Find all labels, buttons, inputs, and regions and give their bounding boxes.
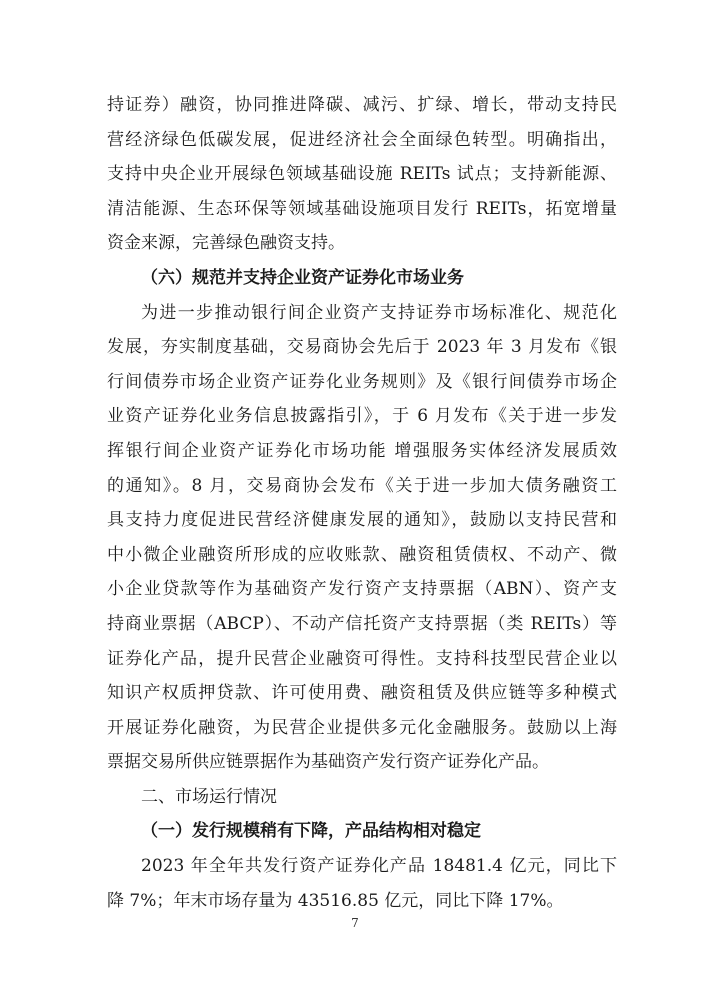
section-title-market: 二、市场运行情况 [141,786,277,807]
page-number: 7 [351,916,359,930]
text-line: 业资产证券化业务信息披露指引》，于 6 月发布《关于进一步发 [107,406,617,427]
text-line: 知识产权质押贷款、许可使用费、融资租赁及供应链等多种模式 [107,683,617,704]
subsection-heading-issuance: （一）发行规模稍有下降，产品结构相对稳定 [141,821,481,842]
text-line: 票据交易所供应链票据作为基础资产发行资产证券化产品。 [107,752,549,773]
text-line: 发展，夯实制度基础，交易商协会先后于 2023 年 3 月发布《银 [107,337,617,358]
text-line: 中小微企业融资所形成的应收账款、融资租赁债权、不动产、微 [107,544,617,565]
text-line: 清洁能源、生态环保等领域基础设施项目发行 REITs，拓宽增量 [107,198,617,219]
text-line: 营经济绿色低碳发展，促进经济社会全面绿色转型。明确指出， [107,129,617,150]
text-line: 持证券）融资，协同推进降碳、减污、扩绿、增长，带动支持民 [107,95,617,115]
text-line: 证券化产品，提升民营企业融资可得性。支持科技型民营企业以 [107,648,617,669]
paragraph-green-reits [107,88,617,261]
text-line: 持商业票据（ABCP）、不动产信托资产支持票据（类 REITs）等 [107,613,617,634]
text-line: 具支持力度促进民营经济健康发展的通知》，鼓励以支持民营和 [107,510,617,531]
text-line: 资金来源，完善绿色融资支持。 [107,233,345,254]
text-line: 降 7%；年末市场存量为 43516.85 亿元，同比下降 17%。 [107,890,564,911]
text-line: 支持中央企业开展绿色领域基础设施 REITs 试点；支持新能源、 [107,164,617,185]
section-heading-6: （六）规范并支持企业资产证券化市场业务 [141,267,464,288]
text-line: 行间债券市场企业资产证券化业务规则》及《银行间债券市场企 [107,371,617,392]
paragraph-abs-regulation [107,296,617,780]
text-line: 小企业贷款等作为基础资产发行资产支持票据（ABN）、资产支 [107,579,617,600]
text-line: 挥银行间企业资产证券化市场功能 增强服务实体经济发展质效 [107,440,617,461]
document-page [107,88,617,918]
paragraph-issuance-stats [107,849,617,918]
text-line: 2023 年全年共发行资产证券化产品 18481.4 亿元，同比下 [141,856,617,877]
text-line: 为进一步推动银行间企业资产支持证券市场标准化、规范化 [141,302,617,323]
text-line: 开展证券化融资，为民营企业提供多元化金融服务。鼓励以上海 [107,717,617,738]
text-line: 的通知》。8 月，交易商协会发布《关于进一步加大债务融资工 [107,475,617,496]
